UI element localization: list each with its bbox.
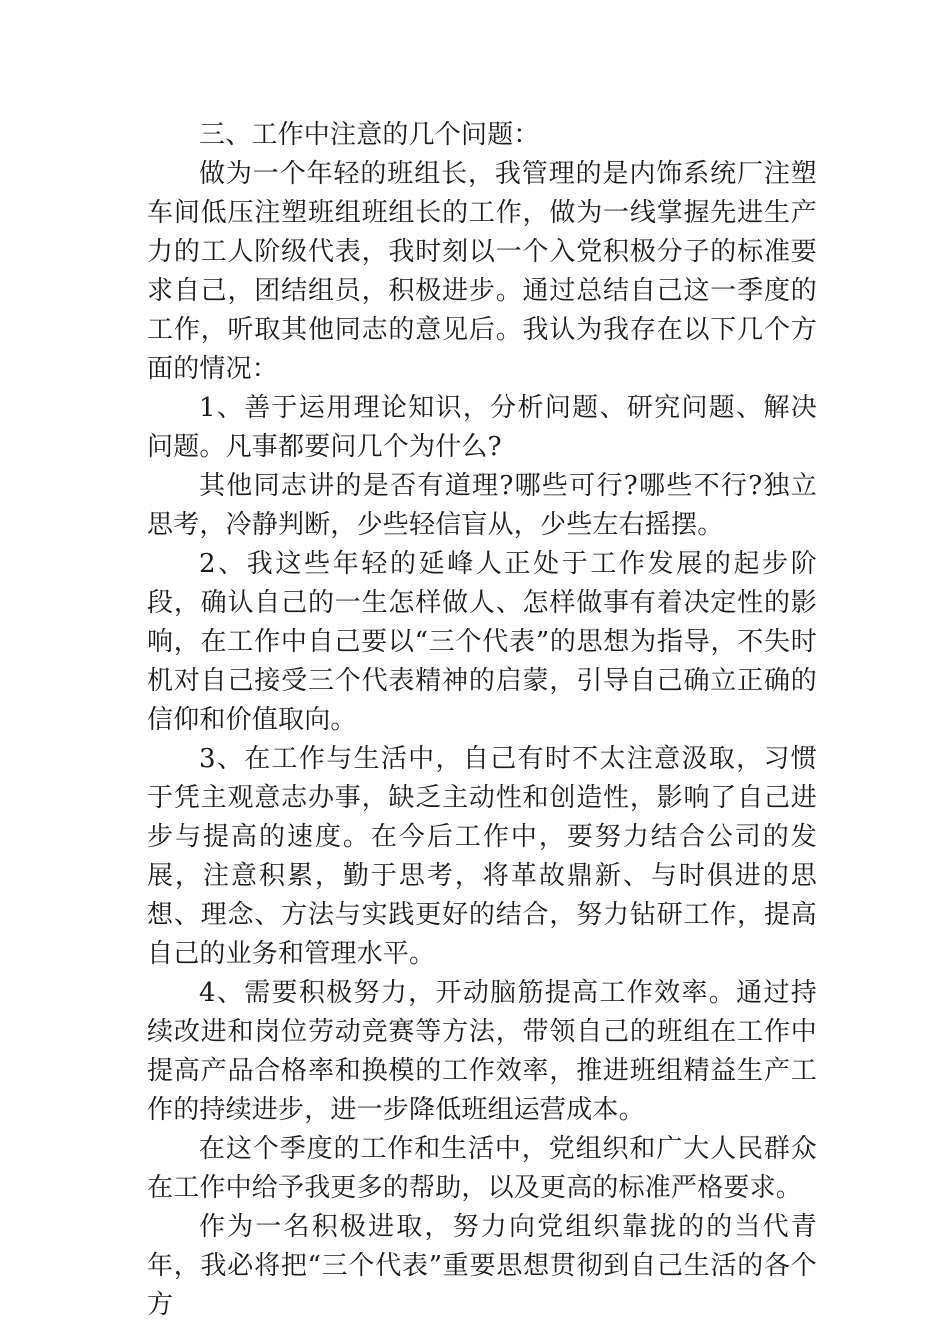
paragraph-support: 在这个季度的工作和生活中，党组织和广大人民群众在工作中给予我更多的帮助，以及更高的标准严格要求。 (147, 1134, 817, 1203)
paragraph-point-4: 4、需要积极努力，开动脑筋提高工作效率。通过持续改进和岗位劳动竞赛等方法，带领自己的班组在工作中提高产品合格率和换模的工作效率，推进班组精益生产工作的持续进步，进一步降低班组运营成本。 (147, 978, 817, 1125)
paragraph-point-1: 1、善于运用理论知识，分析问题、研究问题、解决问题。凡事都要问几个为什么? (147, 393, 817, 462)
paragraph-point-3: 3、在工作与生活中，自己有时不太注意汲取，习惯于凭主观意志办事，缺乏主动性和创造性，影响了自己进步与提高的速度。在今后工作中，要努力结合公司的发展，注意积累，勤于思考，将革故鼎新、与时俱进的思想、理念、方法与实践更好的结合，努力钻研工作，提高自己的业务和管理水平。 (147, 744, 817, 969)
document-body (147, 116, 817, 1325)
paragraph-intro: 做为一个年轻的班组长，我管理的是内饰系统厂注塑车间低压注塑班组班组长的工作，做为一线掌握先进生产力的工人阶级代表，我时刻以一个入党积极分子的标准要求自己，团结组员，积极进步。通过总结自己这一季度的工作，听取其他同志的意见后。我认为我存在以下几个方面的情况： (147, 159, 817, 384)
paragraph-point-1-continued: 其他同志讲的是否有道理?哪些可行?哪些不行?独立思考，冷静判断，少些轻信盲从，少些左右摇摆。 (147, 471, 817, 540)
paragraph-commitment: 作为一名积极进取，努力向党组织靠拢的的当代青年，我必将把“三个代表”重要思想贯彻到自己生活的各个方 (147, 1212, 817, 1320)
section-heading: 三、工作中注意的几个问题： (199, 120, 540, 150)
paragraph-point-2: 2、我这些年轻的延峰人正处于工作发展的起步阶段，确认自己的一生怎样做人、怎样做事有着决定性的影响，在工作中自己要以“三个代表”的思想为指导，不失时机对自己接受三个代表精神的启蒙，引导自己确立正确的信仰和价值取向。 (147, 549, 817, 735)
